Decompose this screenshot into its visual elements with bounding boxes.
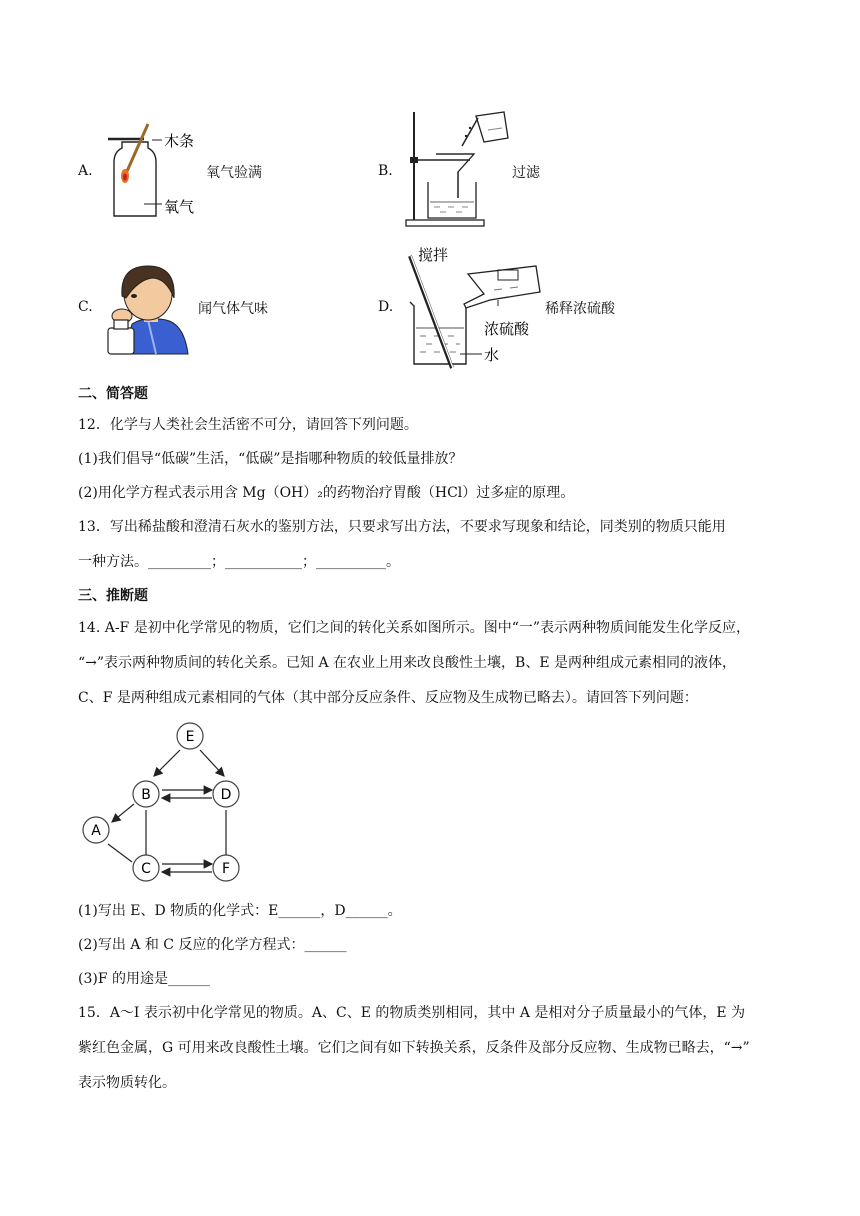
- option-b-letter: B.: [378, 163, 393, 179]
- option-c-letter: C.: [78, 299, 93, 315]
- svg-text:C: C: [141, 861, 151, 877]
- section-title-short-answer: 二、简答题: [78, 386, 148, 402]
- label-conc-acid: 浓硫酸: [484, 320, 530, 338]
- node-d: [213, 781, 239, 807]
- option-a-letter: A.: [78, 163, 93, 179]
- q12-stem: 12．化学与人类社会生活密不可分，请回答下列问题。: [78, 417, 418, 433]
- node-f: [213, 855, 239, 881]
- dilute-acid-figure: [398, 244, 544, 370]
- q12-sub2: (2)用化学方程式表示用含 Mg（OH）₂的药物治疗胃酸（HCl）过多症的原理。: [78, 485, 575, 501]
- label-wood-stick: 木条: [164, 132, 195, 150]
- oxygen-test-figure: [100, 118, 210, 222]
- node-a: [83, 817, 109, 843]
- svg-text:F: F: [221, 861, 231, 877]
- node-b: [133, 781, 159, 807]
- smell-gas-figure: [104, 258, 190, 356]
- label-stir: 搅拌: [418, 246, 449, 264]
- transformation-diagram: [76, 718, 252, 888]
- node-c: [133, 855, 159, 881]
- q15-line3: 表示物质转化。: [78, 1075, 176, 1091]
- option-d-letter: D.: [378, 299, 394, 315]
- q14-sub3: (3)F 的用途是______: [78, 971, 210, 987]
- svg-text:D: D: [220, 787, 232, 803]
- q14-sub2: (2)写出 A 和 C 反应的化学方程式：______: [78, 937, 347, 953]
- q13-line1: 13．写出稀盐酸和澄清石灰水的鉴别方法，只要求写出方法，不要求写现象和结论，同类别的物质只能用: [78, 519, 726, 535]
- q13-line2: 一种方法。_________；___________；__________。: [78, 554, 400, 570]
- q14-line2: “→”表示两种物质间的转化关系。已知 A 在农业上用来改良酸性土壤，B、E 是两种组成元素相同的液体，: [78, 655, 737, 671]
- q15-line1: 15．A～I 表示初中化学常见的物质。A、C、E 的物质类别相同，其中 A 是相对分子质量最小的气体，E 为: [78, 1005, 746, 1021]
- option-b-label: 过滤: [512, 165, 540, 181]
- q12-sub1: (1)我们倡导“低碳”生活，“低碳”是指哪种物质的较低量排放？: [78, 451, 463, 467]
- svg-text:E: E: [185, 729, 195, 745]
- svg-text:A: A: [91, 823, 101, 839]
- option-d-label: 稀释浓硫酸: [545, 301, 615, 317]
- option-c-label: 闻气体气味: [198, 301, 268, 317]
- q14-line1: 14. A-F 是初中化学常见的物质，它们之间的转化关系如图所示。图中“一”表示两种物质间能发生化学反应，: [78, 620, 751, 636]
- node-e: [177, 723, 203, 749]
- q14-line3: C、F 是两种组成元素相同的气体（其中部分反应条件、反应物及生成物已略去）。请回答下列问题：: [78, 690, 698, 706]
- label-water: 水: [484, 346, 500, 364]
- q14-sub1: (1)写出 E、D 物质的化学式：E______，D______。: [78, 903, 402, 919]
- filtration-figure: [400, 108, 515, 233]
- option-a-label: 氧气验满: [206, 165, 262, 181]
- q15-line2: 紫红色金属，G 可用来改良酸性土壤。它们之间有如下转换关系，反条件及部分反应物、生成物已略去，“→”: [78, 1040, 750, 1056]
- section-title-inference: 三、推断题: [78, 588, 148, 604]
- label-oxygen: 氧气: [164, 198, 195, 216]
- svg-text:B: B: [141, 787, 151, 803]
